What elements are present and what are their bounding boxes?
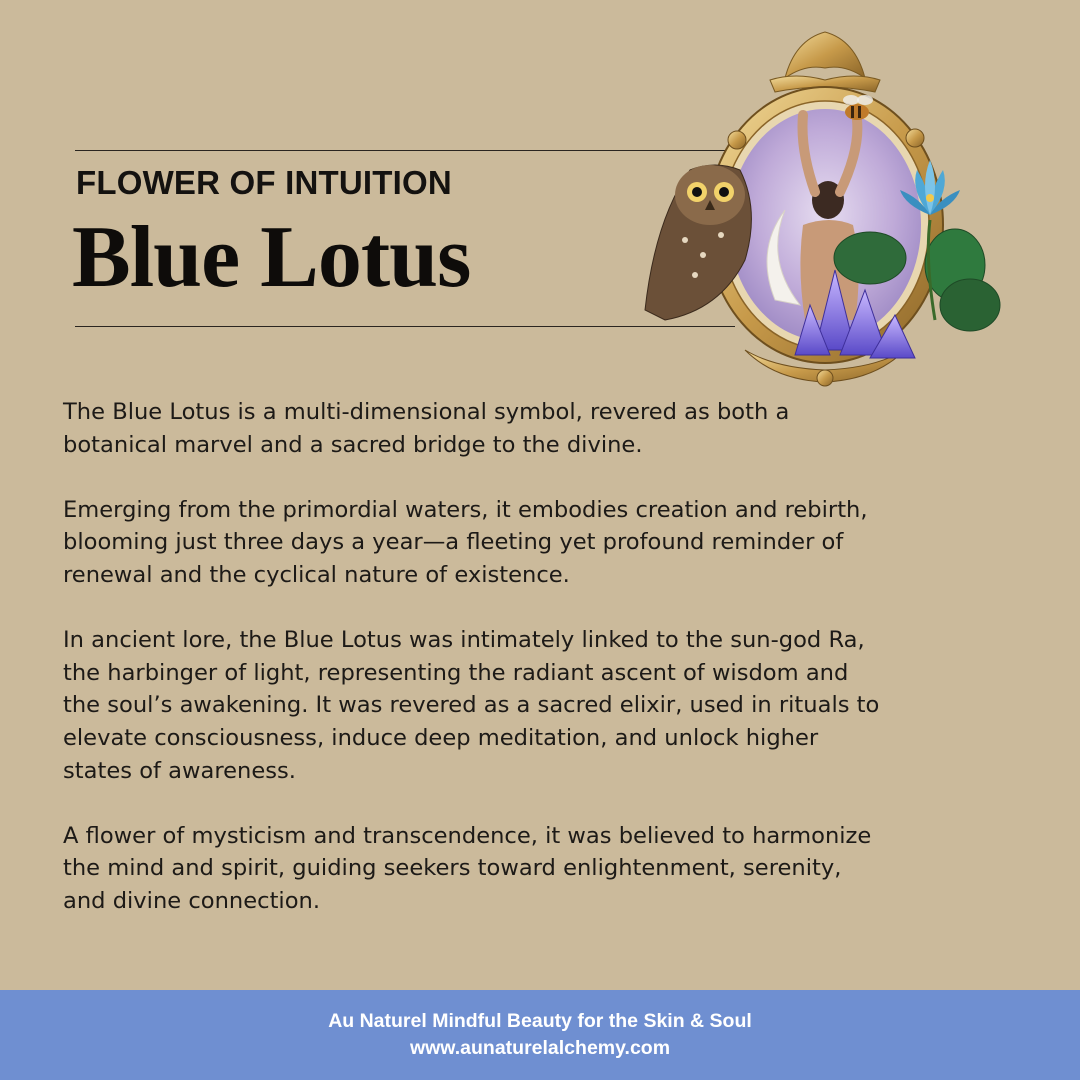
eyebrow-heading: FLOWER OF INTUITION (76, 164, 452, 201)
footer-website-link[interactable]: www.aunaturelalchemy.com (409, 1037, 671, 1059)
collage-illustration (625, 20, 1020, 395)
page-title: Blue Lotus (72, 209, 471, 306)
body-paragraph: A flower of mysticism and transcendence, it was believed to harmonize the mind and spirit, guiding seekers toward enlightenment, serenity, and divine connection. (63, 822, 872, 914)
body-paragraph: The Blue Lotus is a multi-dimensional symbol, revered as both a botanical marvel and a sacred bridge to the divine. (63, 399, 790, 458)
footer-banner (0, 990, 1080, 1080)
body-text (63, 396, 963, 950)
footer-tagline: Au Naturel Mindful Beauty for the Skin & Soul (328, 1010, 752, 1032)
body-paragraph: In ancient lore, the Blue Lotus was intimately linked to the sun-god Ra, the harbinger of light, representing the radiant ascent of wisdom and the soul’s awakening. It was revered as a sacred elixir, used in rituals to elevate consciousness, induce deep meditation, and unlock higher states of awareness. (63, 627, 880, 784)
body-paragraph: Emerging from the primordial waters, it embodies creation and rebirth, blooming just three days a year—a fleeting yet profound reminder of renewal and the cyclical nature of existence. (63, 496, 868, 588)
eagle-crest-icon (770, 32, 880, 92)
